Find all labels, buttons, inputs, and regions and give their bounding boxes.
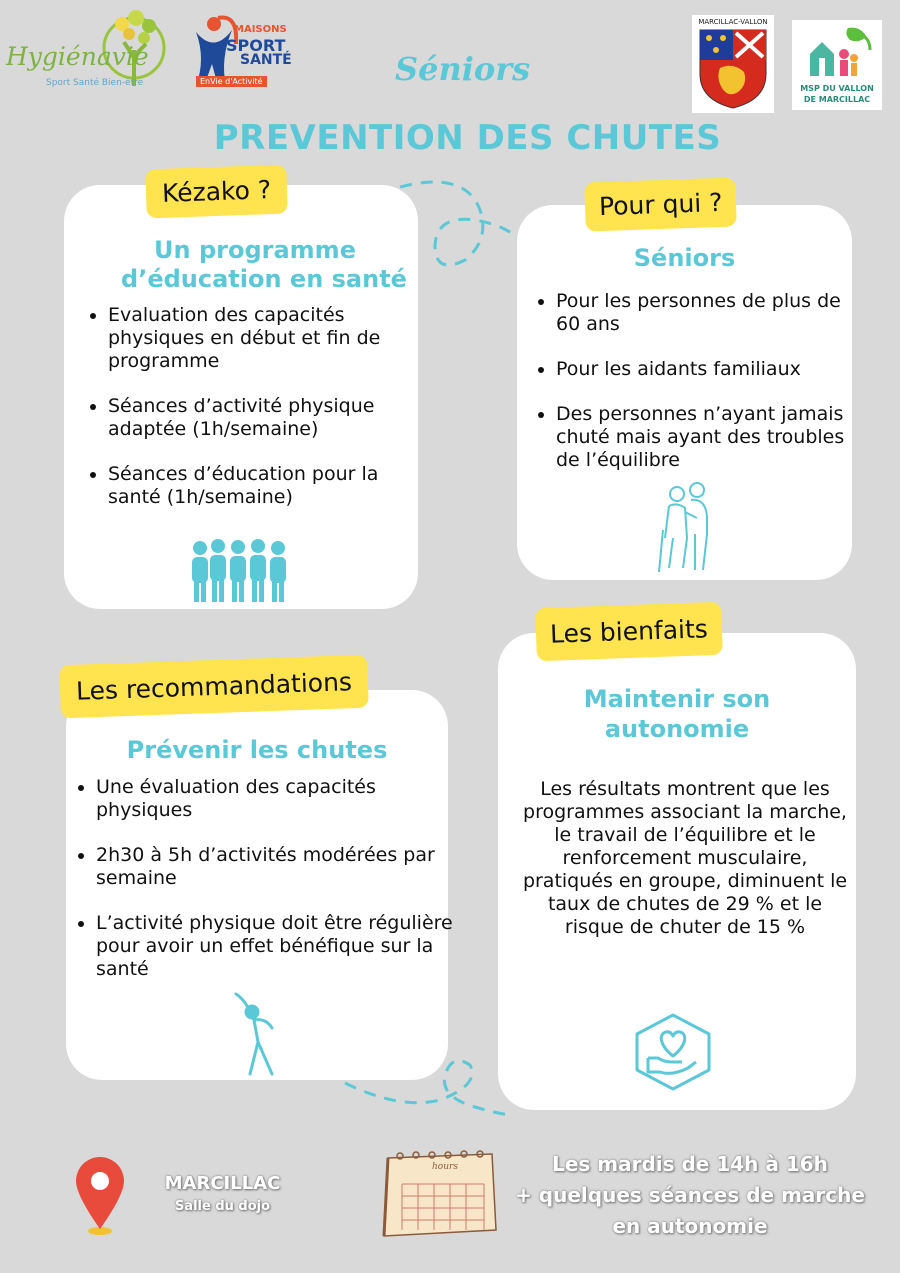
list-item: • L’activité physique doit être régulière pour avoir un effet bénéfique sur la santé [96, 912, 468, 981]
bienfaits-tag: Les bienfaits [535, 602, 723, 661]
mss-line1: MAISONS [234, 24, 287, 35]
maisons-sport-sante-logo [190, 14, 290, 94]
msp-line2: DE MARCILLAC [803, 95, 871, 104]
kezako-tag: Kézako ? [145, 165, 288, 219]
senior-couple-icon [655, 482, 720, 574]
mss-tagline: EnVie d'Activité [196, 76, 267, 87]
group-people-icon [188, 538, 293, 604]
pour-qui-subtitle: Séniors [633, 244, 736, 272]
pour-qui-tag: Pour qui ? [584, 177, 737, 231]
list-item: • Une évaluation des capacités physiques [96, 776, 468, 822]
kezako-list [82, 304, 428, 531]
mss-line3: SANTÉ [240, 52, 292, 68]
kezako-subtitle-2: d’éducation en santé [121, 265, 407, 293]
script-title: Séniors [395, 50, 531, 88]
hygienavie-tagline: Sport Santé Bien-être [46, 78, 144, 88]
list-item: • 2h30 à 5h d’activités modérées par semaine [96, 844, 468, 890]
recommandations-tag: Les recommandations [59, 655, 369, 719]
calendar-label: hours [432, 1162, 458, 1172]
schedule-line-1: Les mardis de 14h à 16h [552, 1152, 828, 1176]
list-item: • Séances d’activité physique adaptée (1h/semaine) [108, 395, 428, 441]
place-name: MARCILLAC [164, 1173, 281, 1194]
list-item: • Pour les personnes de plus de 60 ans [556, 290, 861, 336]
hygienavie-name: Hygiénavie [6, 42, 149, 71]
list-item: • Evaluation des capacités physiques en début et fin de programme [108, 304, 428, 373]
recommandations-list [70, 776, 468, 1003]
calendar-illustration [380, 1150, 500, 1238]
pour-qui-list [530, 290, 861, 494]
schedule-line-2: + quelques séances de marche [515, 1183, 865, 1207]
heart-hand-icon [632, 1012, 714, 1092]
bienfaits-subtitle-1: Maintenir son [583, 685, 771, 713]
kezako-subtitle-1: Un programme [154, 236, 356, 264]
list-item: • Pour les aidants familiaux [556, 358, 861, 381]
list-item: • Des personnes n’ayant jamais chuté mais ayant des troubles de l’équilibre [556, 403, 861, 472]
coat-of-arms-icon [698, 28, 768, 110]
list-item: • Séances d’éducation pour la santé (1h/semaine) [108, 463, 428, 509]
msp-line1: MSP DU VALLON [800, 84, 874, 93]
msp-logo [792, 20, 882, 110]
marcillac-vallon-crest [692, 15, 774, 113]
room-name: Salle du dojo [174, 1199, 271, 1214]
bienfaits-text: Les résultats montrent que les programmes associant la marche, le travail de l’équilibre et le renforcement musculaire, pratiqués en groupe, diminuent le taux de chutes de 29 % et le risque de chuter de 15 % [522, 778, 848, 938]
schedule-line-3: en autonomie [612, 1214, 768, 1238]
crest-label: MARCILLAC-VALLON [698, 18, 768, 26]
map-pin-icon [72, 1155, 128, 1237]
page-title: PREVENTION DES CHUTES [213, 118, 722, 158]
stretching-figure-icon [232, 992, 292, 1076]
family-vine-icon [800, 24, 874, 82]
recommandations-subtitle: Prévenir les chutes [126, 736, 388, 764]
hygienavie-logo [6, 8, 171, 93]
mss-line2: SPORT [226, 36, 286, 55]
bienfaits-subtitle-2: autonomie [604, 715, 750, 743]
